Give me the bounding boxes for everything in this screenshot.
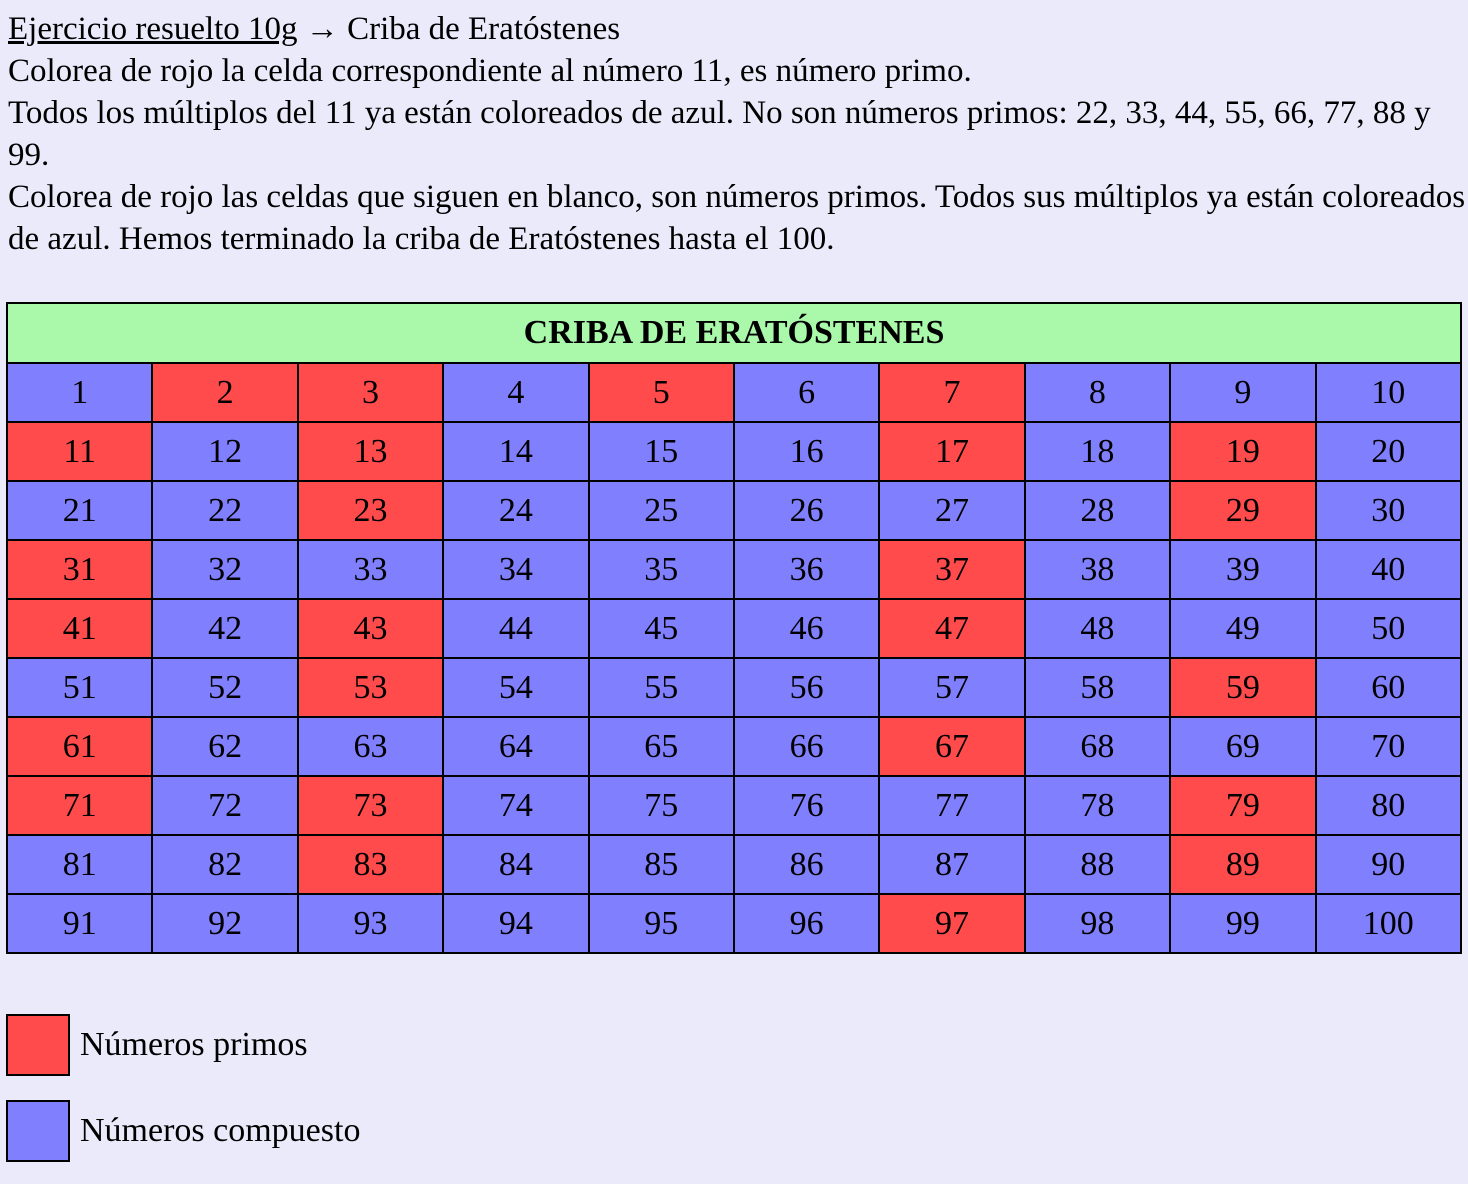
- composite-cell[interactable]: 75: [589, 776, 734, 835]
- prime-cell[interactable]: 37: [879, 540, 1024, 599]
- composite-cell[interactable]: 32: [152, 540, 297, 599]
- prime-cell[interactable]: 3: [298, 363, 443, 422]
- composite-cell[interactable]: 22: [152, 481, 297, 540]
- prime-cell[interactable]: 47: [879, 599, 1024, 658]
- composite-cell[interactable]: 42: [152, 599, 297, 658]
- sieve-row: [7, 894, 1461, 953]
- composite-cell[interactable]: 8: [1025, 363, 1170, 422]
- composite-cell[interactable]: 70: [1316, 717, 1461, 776]
- composite-cell[interactable]: 56: [734, 658, 879, 717]
- sieve-row: [7, 776, 1461, 835]
- composite-cell[interactable]: 81: [7, 835, 152, 894]
- instruction-line-2: Todos los múltiplos del 11 ya están coloreados de azul. No son números primos: 22, 33, 44, 55, 66, 77, 88 y 99.: [8, 95, 1431, 173]
- prime-cell[interactable]: 97: [879, 894, 1024, 953]
- exercise-title-link[interactable]: Ejercicio resuelto 10g: [8, 11, 298, 47]
- sieve-table-title: CRIBA DE ERATÓSTENES: [7, 303, 1461, 363]
- prime-cell[interactable]: 41: [7, 599, 152, 658]
- prime-cell[interactable]: 61: [7, 717, 152, 776]
- composite-cell[interactable]: 64: [443, 717, 588, 776]
- composite-cell[interactable]: 18: [1025, 422, 1170, 481]
- prime-cell[interactable]: 67: [879, 717, 1024, 776]
- composite-cell[interactable]: 26: [734, 481, 879, 540]
- composite-cell[interactable]: 27: [879, 481, 1024, 540]
- composite-cell[interactable]: 94: [443, 894, 588, 953]
- title-arrow: →: [297, 11, 348, 47]
- prime-cell[interactable]: 11: [7, 422, 152, 481]
- composite-cell[interactable]: 40: [1316, 540, 1461, 599]
- composite-cell[interactable]: 45: [589, 599, 734, 658]
- composite-cell[interactable]: 68: [1025, 717, 1170, 776]
- exercise-title: [8, 8, 1466, 50]
- prime-cell[interactable]: 17: [879, 422, 1024, 481]
- composite-cell[interactable]: 93: [298, 894, 443, 953]
- composite-cell[interactable]: 55: [589, 658, 734, 717]
- composite-cell[interactable]: 51: [7, 658, 152, 717]
- legend-item-composite: [6, 1098, 360, 1164]
- prime-cell[interactable]: 19: [1170, 422, 1315, 481]
- prime-cell[interactable]: 13: [298, 422, 443, 481]
- composite-cell[interactable]: 58: [1025, 658, 1170, 717]
- composite-cell[interactable]: 87: [879, 835, 1024, 894]
- composite-cell[interactable]: 52: [152, 658, 297, 717]
- composite-cell[interactable]: 62: [152, 717, 297, 776]
- composite-cell[interactable]: 20: [1316, 422, 1461, 481]
- prime-cell[interactable]: 5: [589, 363, 734, 422]
- composite-cell[interactable]: 90: [1316, 835, 1461, 894]
- sieve-row: [7, 363, 1461, 422]
- prime-cell[interactable]: 23: [298, 481, 443, 540]
- composite-cell[interactable]: 24: [443, 481, 588, 540]
- composite-cell[interactable]: 28: [1025, 481, 1170, 540]
- composite-cell[interactable]: 1: [7, 363, 152, 422]
- prime-cell[interactable]: 2: [152, 363, 297, 422]
- sieve-row: [7, 422, 1461, 481]
- sieve-table: [6, 302, 1462, 954]
- prime-cell[interactable]: 59: [1170, 658, 1315, 717]
- composite-cell[interactable]: 48: [1025, 599, 1170, 658]
- composite-cell[interactable]: 72: [152, 776, 297, 835]
- sieve-row: [7, 658, 1461, 717]
- composite-cell[interactable]: 15: [589, 422, 734, 481]
- prime-cell[interactable]: 83: [298, 835, 443, 894]
- composite-cell[interactable]: 74: [443, 776, 588, 835]
- composite-color-swatch: [6, 1100, 70, 1162]
- composite-cell[interactable]: 100: [1316, 894, 1461, 953]
- composite-cell[interactable]: 78: [1025, 776, 1170, 835]
- composite-cell[interactable]: 86: [734, 835, 879, 894]
- prime-cell[interactable]: 79: [1170, 776, 1315, 835]
- intro-text: [8, 8, 1466, 260]
- prime-cell[interactable]: 7: [879, 363, 1024, 422]
- composite-cell[interactable]: 14: [443, 422, 588, 481]
- composite-cell[interactable]: 44: [443, 599, 588, 658]
- sieve-table-body: [7, 363, 1461, 953]
- composite-cell[interactable]: 80: [1316, 776, 1461, 835]
- instruction-line-1: Colorea de rojo la celda correspondiente al número 11, es número primo.: [8, 53, 972, 89]
- prime-cell[interactable]: 53: [298, 658, 443, 717]
- composite-cell[interactable]: 9: [1170, 363, 1315, 422]
- composite-cell[interactable]: 38: [1025, 540, 1170, 599]
- composite-cell[interactable]: 63: [298, 717, 443, 776]
- composite-cell[interactable]: 54: [443, 658, 588, 717]
- composite-cell[interactable]: 98: [1025, 894, 1170, 953]
- composite-cell[interactable]: 57: [879, 658, 1024, 717]
- composite-cell[interactable]: 88: [1025, 835, 1170, 894]
- sieve-row: [7, 599, 1461, 658]
- legend-label-prime: Números primos: [80, 1026, 308, 1063]
- composite-cell[interactable]: 76: [734, 776, 879, 835]
- legend-item-prime: [6, 1012, 360, 1078]
- composite-cell[interactable]: 50: [1316, 599, 1461, 658]
- composite-cell[interactable]: 96: [734, 894, 879, 953]
- composite-cell[interactable]: 95: [589, 894, 734, 953]
- composite-cell[interactable]: 46: [734, 599, 879, 658]
- prime-cell[interactable]: 89: [1170, 835, 1315, 894]
- instruction-line-3: Colorea de rojo las celdas que siguen en blanco, son números primos. Todos sus múltiplos ya están coloreados de azul. Hemos terminado la criba de Eratóstenes hasta el 100.: [8, 179, 1466, 257]
- composite-cell[interactable]: 66: [734, 717, 879, 776]
- composite-cell[interactable]: 99: [1170, 894, 1315, 953]
- prime-cell[interactable]: 73: [298, 776, 443, 835]
- prime-cell[interactable]: 71: [7, 776, 152, 835]
- composite-cell[interactable]: 6: [734, 363, 879, 422]
- legend-label-composite: Números compuesto: [80, 1112, 361, 1149]
- composite-cell[interactable]: 49: [1170, 599, 1315, 658]
- composite-cell[interactable]: 84: [443, 835, 588, 894]
- title-rest: Criba de Eratóstenes: [347, 11, 621, 47]
- composite-cell[interactable]: 4: [443, 363, 588, 422]
- sieve-row: [7, 717, 1461, 776]
- composite-cell[interactable]: 25: [589, 481, 734, 540]
- composite-cell[interactable]: 60: [1316, 658, 1461, 717]
- composite-cell[interactable]: 91: [7, 894, 152, 953]
- composite-cell[interactable]: 82: [152, 835, 297, 894]
- prime-color-swatch: [6, 1014, 70, 1076]
- composite-cell[interactable]: 33: [298, 540, 443, 599]
- composite-cell[interactable]: 69: [1170, 717, 1315, 776]
- prime-cell[interactable]: 31: [7, 540, 152, 599]
- composite-cell[interactable]: 36: [734, 540, 879, 599]
- legend: [6, 1012, 360, 1184]
- sieve-row: [7, 481, 1461, 540]
- composite-cell[interactable]: 35: [589, 540, 734, 599]
- sieve-row: [7, 540, 1461, 599]
- sieve-row: [7, 835, 1461, 894]
- composite-cell[interactable]: 92: [152, 894, 297, 953]
- composite-cell[interactable]: 77: [879, 776, 1024, 835]
- composite-cell[interactable]: 30: [1316, 481, 1461, 540]
- composite-cell[interactable]: 65: [589, 717, 734, 776]
- composite-cell[interactable]: 21: [7, 481, 152, 540]
- composite-cell[interactable]: 12: [152, 422, 297, 481]
- composite-cell[interactable]: 16: [734, 422, 879, 481]
- prime-cell[interactable]: 43: [298, 599, 443, 658]
- composite-cell[interactable]: 34: [443, 540, 588, 599]
- composite-cell[interactable]: 39: [1170, 540, 1315, 599]
- composite-cell[interactable]: 10: [1316, 363, 1461, 422]
- composite-cell[interactable]: 85: [589, 835, 734, 894]
- prime-cell[interactable]: 29: [1170, 481, 1315, 540]
